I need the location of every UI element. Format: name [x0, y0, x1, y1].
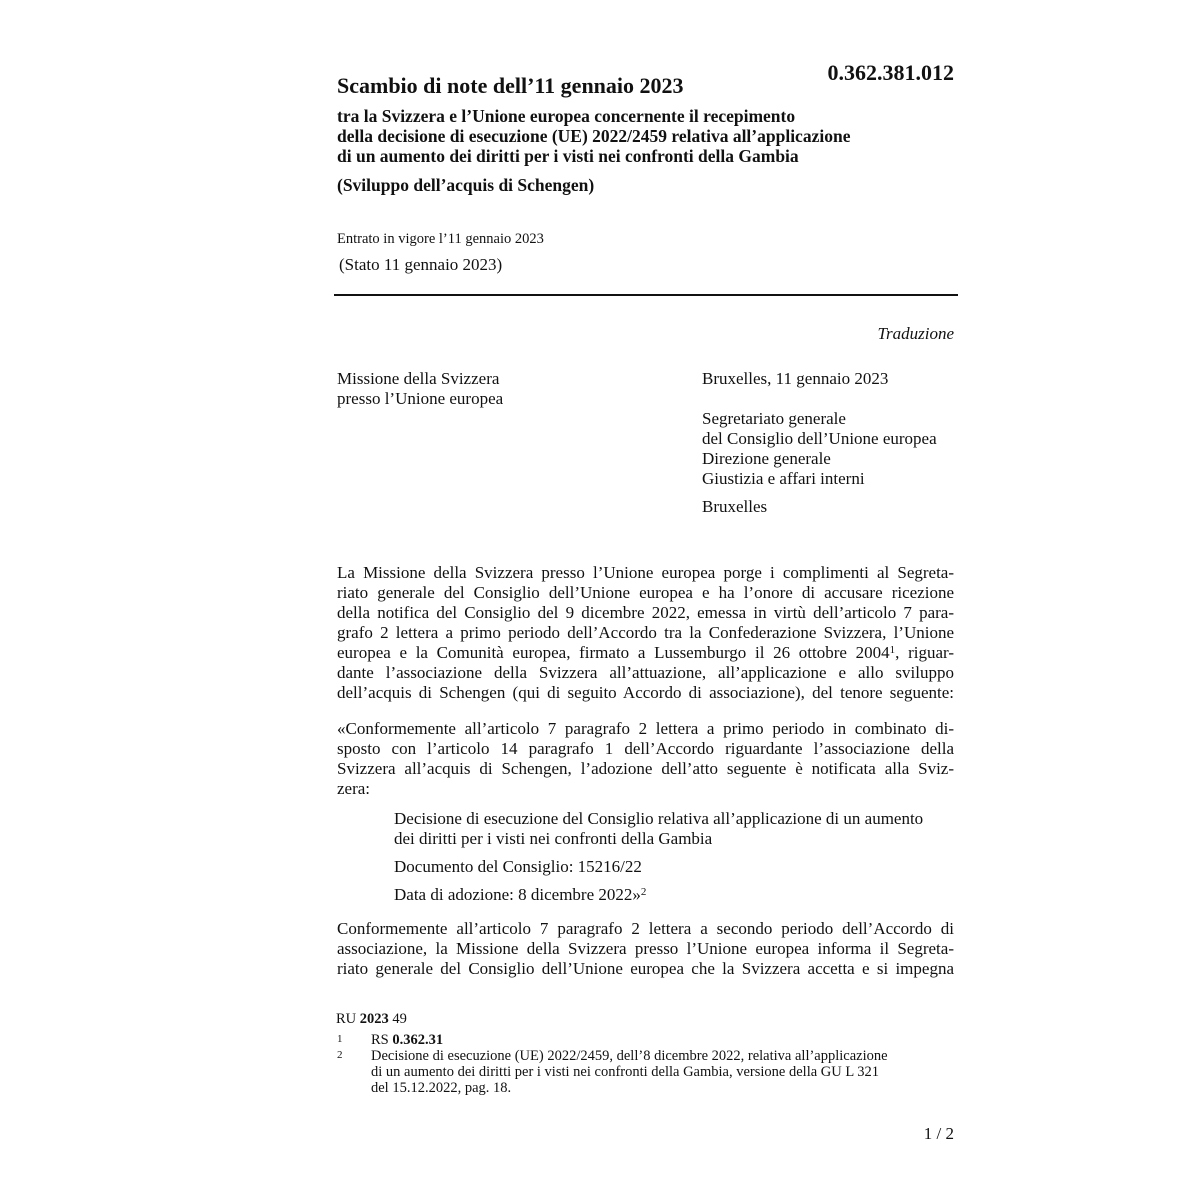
decision-line: Decisione di esecuzione del Consiglio relativa all’applicazione di un aumento	[394, 809, 924, 828]
footnote-mark[interactable]: 2	[640, 886, 647, 898]
recipient-line: Direzione generale	[702, 449, 831, 468]
footnote-text	[371, 1048, 961, 1096]
subtitle-line: tra la Svizzera e l’Unione europea concernente il recepimento	[337, 106, 796, 126]
paragraph-line: «Conformemente all’articolo 7 paragrafo 2 lettera a primo periodo in combinato di-	[337, 719, 954, 738]
decision-line: dei diritti per i visti nei confronti della Gambia	[394, 829, 713, 848]
paragraph-line: dell’acquis di Schengen (qui di seguito Accordo di associazione), del tenore seguente:	[337, 683, 954, 702]
paragraph-line: Conformemente all’articolo 7 paragrafo 2 lettera a secondo periodo dell’Accordo di	[337, 919, 954, 938]
subtitle-line: della decisione di esecuzione (UE) 2022/2459 relativa all’applicazione	[337, 126, 851, 146]
ru-reference	[336, 1011, 407, 1028]
adoption-text: Data di adozione: 8 dicembre 2022»	[394, 885, 641, 904]
document-title: Scambio di note dell’11 gennaio 2023	[337, 73, 684, 98]
ru-page: 49	[392, 1011, 407, 1027]
sender-line: presso l’Unione europea	[337, 389, 504, 408]
schengen-note: (Sviluppo dell’acquis di Schengen)	[337, 175, 595, 195]
body-paragraph-1	[337, 563, 954, 703]
recipient-block	[702, 409, 937, 489]
in-force-date: Entrato in vigore l’11 gennaio 2023	[337, 231, 544, 247]
footnote-2	[0, 1047, 1200, 1099]
document-subtitle	[337, 106, 957, 166]
page-number: 1 / 2	[923, 1124, 954, 1143]
sender-block	[337, 369, 503, 409]
paragraph-text: , riguar-	[895, 643, 954, 662]
place-date: Bruxelles, 11 gennaio 2023	[702, 369, 889, 388]
paragraph-text: europea e la Comunità europea, firmato a Lussemburgo il 26 ottobre 2004	[337, 643, 890, 662]
recipient-city: Bruxelles	[702, 497, 768, 516]
footnote-line: Decisione di esecuzione (UE) 2022/2459, dell’8 dicembre 2022, relativa all’applicazione	[371, 1048, 888, 1064]
body-paragraph-3	[337, 919, 954, 979]
footnote-number: 2	[337, 1049, 343, 1061]
translation-label: Traduzione	[877, 324, 954, 343]
adoption-date	[394, 885, 954, 905]
recipient-line: del Consiglio dell’Unione europea	[702, 429, 937, 448]
paragraph-line: zera:	[337, 779, 371, 798]
footnote-text	[371, 1032, 961, 1048]
council-document: Documento del Consiglio: 15216/22	[394, 857, 642, 876]
subtitle-line: di un aumento dei diritti per i visti nei confronti della Gambia	[337, 146, 799, 166]
paragraph-line: La Missione della Svizzera presso l’Unione europea porge i complimenti al Segreta-	[337, 563, 954, 582]
footnote-prefix: RS	[371, 1032, 389, 1048]
body-paragraph-2	[337, 719, 954, 799]
ru-prefix: RU	[336, 1011, 357, 1027]
footnote-ref[interactable]: 0.362.31	[392, 1032, 444, 1048]
footnote-line: del 15.12.2022, pag. 18.	[371, 1080, 512, 1096]
status-date: (Stato 11 gennaio 2023)	[339, 255, 503, 274]
sr-number: 0.362.381.012	[827, 60, 954, 85]
header-divider	[334, 294, 958, 296]
recipient-line: Segretariato generale	[702, 409, 846, 428]
paragraph-line	[337, 643, 954, 663]
decision-title	[394, 809, 954, 849]
sender-line: Missione della Svizzera	[337, 369, 500, 388]
footnote-mark[interactable]: 1	[889, 644, 896, 656]
paragraph-line: riato generale del Consiglio dell’Unione europea e ha l’onore di accusare ricezione	[337, 583, 954, 602]
paragraph-line: della notifica del Consiglio del 9 dicembre 2022, emessa in virtù dell’articolo 7 para-	[337, 603, 954, 622]
paragraph-line: associazione, la Missione della Svizzera presso l’Unione europea informa il Segreta-	[337, 939, 954, 958]
paragraph-line: riato generale del Consiglio dell’Unione europea che la Svizzera accetta e si impegna	[337, 959, 954, 978]
paragraph-line: grafo 2 lettera a primo periodo dell’Accordo tra la Confederazione Svizzera, l’Unione	[337, 623, 954, 642]
paragraph-line: sposto con l’articolo 14 paragrafo 1 dell’Accordo riguardante l’associazione della	[337, 739, 954, 758]
footnote-line: di un aumento dei diritti per i visti nei confronti della Gambia, versione della GU L 321	[371, 1064, 880, 1080]
paragraph-line: Svizzera all’acquis di Schengen, l’adozione dell’atto seguente è notificata alla Sviz-	[337, 759, 954, 778]
ru-year: 2023	[359, 1011, 389, 1027]
footnote-number: 1	[337, 1033, 343, 1045]
paragraph-line: dante l’associazione della Svizzera all’attuazione, all’applicazione e allo sviluppo	[337, 663, 954, 682]
recipient-line: Giustizia e affari interni	[702, 469, 865, 488]
